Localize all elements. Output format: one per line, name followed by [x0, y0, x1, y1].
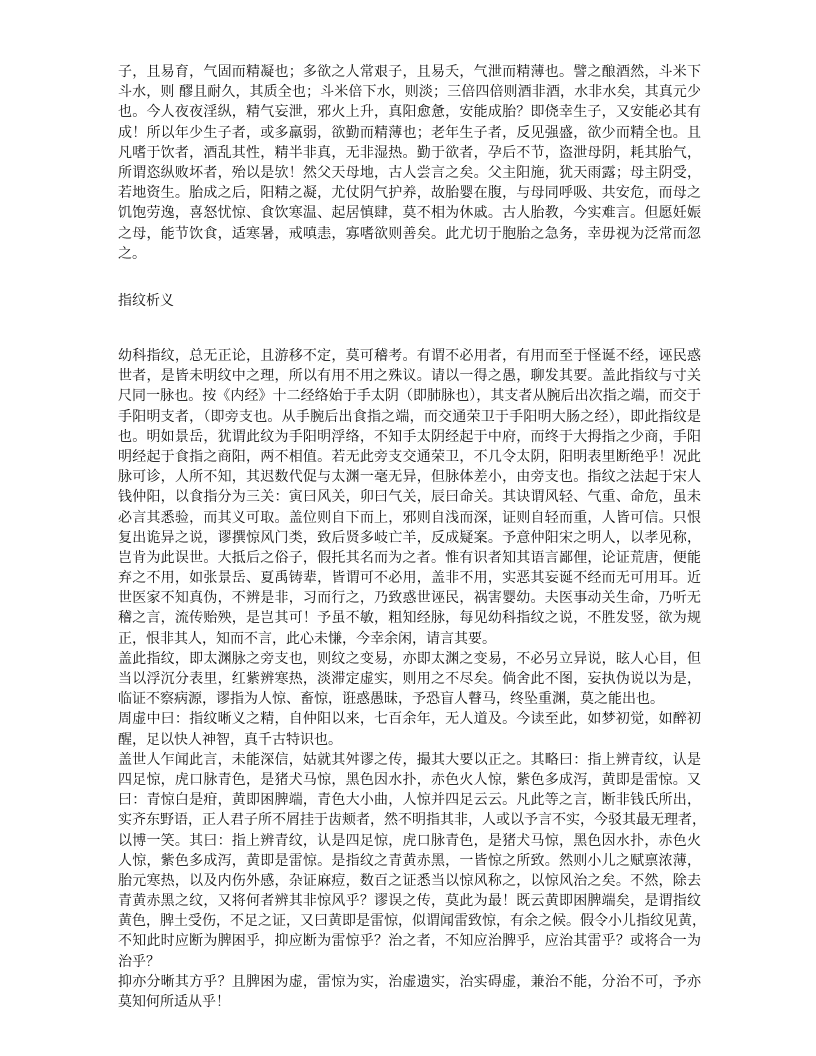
text-line: 手阳明支者，（即旁支也。从手腕后出食指之端，而交通荣卫于手阳明大肠之经），即此指纹是: [118, 408, 701, 425]
paragraph: [118, 709, 701, 749]
text-line: 黄色，脾土受伤，不足之证，又曰黄即是雷惊，似谓闻雷致惊，有余之候。假令小儿指纹见黄，: [118, 913, 706, 930]
paragraph: [118, 649, 701, 710]
text-line: 必言其悉验，而其义可取。盖位则自下而上，邪则自浅而深，证则自轻而重，人皆可信。只恨: [118, 509, 701, 526]
text-line: 正，恨非其人，知而不言，此心未慊，今幸余闲，请言其要。: [118, 630, 496, 647]
text-line: 凡嗜于饮者，酒乱其性，精半非真，无非湿热。勤于欲者，孕后不节，盗泄母阴，耗其胎气，: [118, 144, 701, 161]
text-line: 治乎？: [118, 953, 160, 970]
text-line: 弃之不用，如张景岳、夏禹铸辈，皆谓可不必用，盖非不用，实恶其妄诞不经而无可用耳。近: [118, 570, 701, 587]
text-line: 幼科指纹，总无正论，且游移不定，莫可稽考。有谓不必用者，有用而至于怪诞不经，诬民惑: [118, 348, 701, 364]
text-line: 成！所以年少生子者，或多羸弱，欲勤而精薄也；老年生子者，反见强盛，欲少而精全也。且: [118, 124, 701, 141]
text-line: 盖世人乍闻此言，未能深信，姑就其舛谬之传，撮其大要以正之。其略曰：指上辨青纹，认是: [118, 751, 701, 768]
text-line: 稽之言，流传贻殃，是岂其可！予虽不敏，粗知经脉，每见幼科指纹之说，不胜发竖，欲为规: [118, 610, 701, 627]
text-line: 复出诡异之说，谬撰惊风门类，致后贤多岐亡羊，反成疑案。予意仲阳宋之明人，以孝见称，: [118, 529, 701, 546]
text-line: 斗水，则 醪且耐久，其质全也；斗米倍下水，则淡；三倍四倍则酒非酒，水非水矣，其真元少: [118, 84, 701, 101]
paragraph: [118, 972, 701, 1012]
text-line: 青黄赤黑之纹，又将何者辨其非惊风乎？谬误之传，莫此为最！既云黄即困脾端矣，是谓指纹: [118, 893, 701, 910]
paragraph: [118, 750, 706, 972]
text-line: 所谓恣纵败坏者，殆以是欤！然父天母地，古人尝言之矣。父主阳施，犹天雨露；母主阴受，: [118, 164, 701, 181]
text-line: 也。明如景岳，犹谓此纹为手阳明浮络，不知手太阴经起于中府，而终于大拇指之少商，手阳: [118, 428, 701, 445]
text-line: 人惊，紫色多成泻，黄即是雷惊。是指纹之青黄赤黑，一皆惊之所致。然则小儿之赋禀浓薄，: [118, 852, 701, 869]
text-line: 胎元寒热，以及内伤外感，杂证麻痘，数百之证悉当以惊风称之，以惊风治之矣。不然，除去: [118, 872, 701, 889]
text-line: 周虚中曰：指纹晰义之精，自仲阳以来，七百余年，无人道及。今读至此，如梦初觉，如醉初: [118, 711, 701, 728]
text-line: 世医家不知真伪，不辨是非，习而行之，乃致惑世诬民，祸害婴幼。夫医事动关生命，乃听无: [118, 590, 701, 607]
text-line: 四足惊，虎口脉青色，是猪犬马惊，黑色因水扑，赤色火人惊，紫色多成泻，黄即是雷惊。又: [118, 771, 701, 788]
text-line: 之母，能节饮食，适寒暑，戒嗔恚，寡嗜欲则善矣。此尤切于胞胎之急务，幸毋视为泛常而忽: [118, 225, 701, 242]
text-line: 醒，足以快人神智，真千古特识也。: [118, 731, 342, 748]
text-line: 尺同一脉也。按《内经》十二经络始于手太阴（即肺脉也），其支者从腕后出次指之端，而交于: [118, 388, 701, 405]
text-line: 若地资生。胎成之后，阳精之凝，尤仗阴气护养，故胎婴在腹，与母同呼吸、共安危，而母之: [118, 185, 701, 202]
text-line: 临证不察病源，谬指为人惊、畜惊，诳惑愚昧，予恐盲人瞽马，终坠重渊，莫之能出也。: [118, 691, 664, 708]
section-heading: 指纹析义: [118, 293, 174, 309]
text-line: 脉可诊，人所不知，其迟数代促与太渊一毫无异，但脉体差小，由旁支也。指纹之法起于宋人: [118, 469, 701, 486]
paragraph: [118, 346, 701, 649]
text-line: 世者，是皆未明纹中之理，所以有用不用之殊议。请以一得之愚，聊发其要。盖此指纹与寸关: [118, 368, 701, 385]
text-line: 明经起于食指之商阳，两不相值。若无此旁支交通荣卫，不几令太阴，阳明表里断绝乎！况此: [118, 448, 701, 465]
text-line: 之。: [118, 245, 146, 262]
text-line: 抑亦分晰其方乎？且脾困为虚，雷惊为实，治虚遗实，治实碍虚，兼治不能，分治不可，予亦: [118, 973, 701, 990]
text-line: 子，且易育，气固而精凝也；多欲之人常艰子，且易夭，气泄而精薄也。譬之酿酒然，斗米下: [118, 64, 701, 80]
text-line: 以博一笑。其曰：指上辨青纹，认是四足惊，虎口脉青色，是猪犬马惊，黑色因水扑，赤色火: [118, 832, 701, 849]
text-line: 当以浮沉分表里，红紫辨寒热，淡滞定虚实，则用之不尽矣。倘舍此不图，妄执伪说以为是，: [118, 671, 701, 687]
intro-section: [118, 62, 701, 264]
text-line: 曰：青惊白是疳，黄即困脾端，青色大小曲，人惊并四足云云。凡此等之言，断非钱氏所出，: [118, 792, 701, 809]
text-line: 岂肯为此误世。大抵后之俗子，假托其名而为之者。惟有识者知其语言鄙俚，论证荒唐，便能: [118, 549, 701, 566]
text-line: 不知此时应断为脾困乎，抑应断为雷惊乎？治之者，不知应治脾乎，应治其雷乎？或将合一为: [118, 933, 701, 950]
fingerprint-analysis-section: [118, 346, 706, 1012]
text-line: 钱仲阳，以食指分为三关：寅曰风关，卯曰气关，辰曰命关。其诀谓风轻、气重、命危，虽未: [118, 489, 701, 506]
text-line: 莫知何所适从乎！: [118, 994, 230, 1010]
text-line: 盖此指纹，即太渊脉之旁支也，则纹之变易，亦即太渊之变易，不必另立异说，眩人心目，但: [118, 650, 701, 667]
text-line: 饥饱劳逸，喜怒忧惊、食饮寒温、起居慎肆，莫不相为休戚。古人胎教，今实难言。但愿妊娠: [118, 205, 701, 222]
text-line: 也。今人夜夜淫纵，精气妄泄，邪火上升，真阳愈惫，安能成胎？即侥幸生子，又安能必其有: [118, 104, 701, 121]
paragraph: [118, 62, 701, 264]
text-line: 实齐东野语，正人君子所不屑挂于齿颊者，然不明指其非，人或以予言不实，今驳其最无理者，: [118, 812, 706, 829]
